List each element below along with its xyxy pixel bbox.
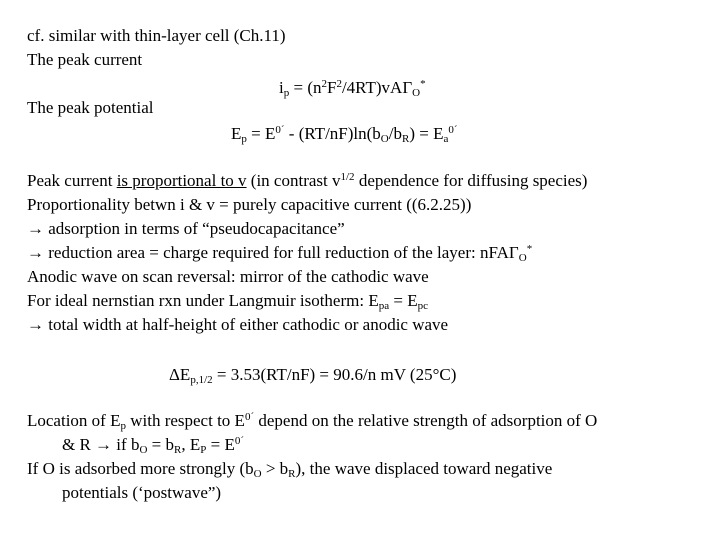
para1-line-7: → total width at half-height of either cathodic or anodic wave: [27, 315, 449, 334]
para1-line-2: Proportionality betwn i & v = purely capacitive current ((6.2.25)): [27, 195, 472, 214]
para2-line-3: If O is adsorbed more strongly $(b_O > b_R)$, the wave displaced toward negative: [27, 459, 553, 480]
para1-line-3: → adsorption in terms of “pseudocapacitance”: [27, 219, 345, 238]
para1-line-6: For ideal nernstian rxn under Langmuir isotherm: $E_{pa} = E_{pc}$: [27, 291, 428, 312]
half-width-equation: $\Delta E_{p,1/2} = 3.53(RT/nF) = 90.6/n$ mV (25°C): [169, 365, 457, 386]
peak-current-equation: $i_p = (n^2F^2/4RT)vA\Gamma_O^*$: [279, 78, 426, 99]
underlined-phrase: is proportional to v: [116, 171, 247, 190]
para1-line-4: → reduction area = charge required for full reduction of the layer: nFAΓ$_O$*: [27, 243, 533, 264]
para2-line-4: potentials (‘postwave”): [62, 483, 222, 502]
intro-line-3: The peak potential: [27, 98, 154, 117]
intro-line-2: The peak current: [27, 50, 143, 69]
peak-potential-equation: $E_p = E^{0´} - (RT/nF)\ln(b_O/b_R) = E_a^{0´}$: [231, 124, 458, 145]
para2-line-1: Location of $E_p$ with respect to $E^{0´}$ depend on the relative strength of adsorption of O: [27, 411, 598, 432]
intro-line-1: cf. similar with thin-layer cell (Ch.11): [27, 26, 286, 45]
para1-line-5: Anodic wave on scan reversal: mirror of the cathodic wave: [27, 267, 429, 286]
para1-line-1: Peak current is proportional to v (in contrast $v^{1/2}$ dependence for diffusing species): [27, 171, 588, 190]
para2-line-2: & R → if $b_O = b_R$, $E_P = E^{0´}$: [62, 435, 245, 456]
